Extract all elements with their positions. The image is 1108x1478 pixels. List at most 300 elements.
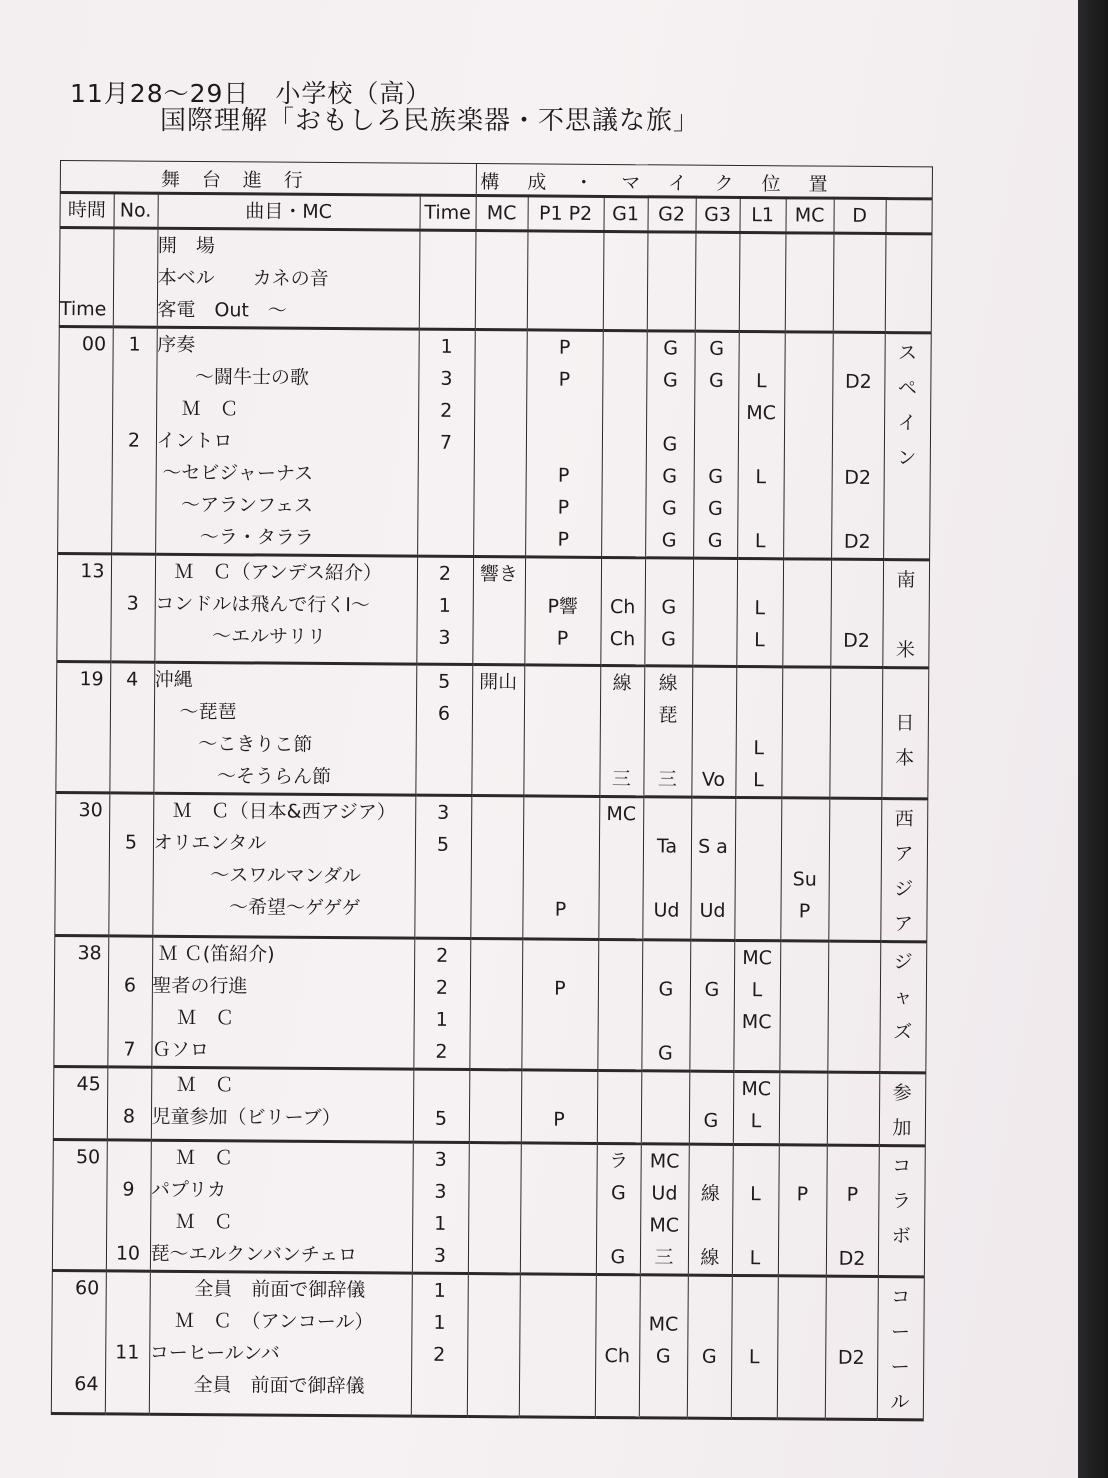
d-mic <box>832 430 883 462</box>
item-number: 5 <box>124 831 138 854</box>
mc-mic <box>470 1004 521 1036</box>
region-label-char <box>883 596 928 631</box>
l1-mic <box>737 668 782 700</box>
mc-mic <box>468 1339 519 1371</box>
p-mic <box>523 940 598 973</box>
p-mic <box>521 1208 596 1241</box>
g1-mic: G <box>610 1246 626 1269</box>
l1-mic: L <box>750 1110 762 1133</box>
g2-mic <box>642 1072 689 1104</box>
program-item: 全員 前面で御辞儀 <box>150 1277 366 1302</box>
program-item-cell <box>154 554 417 664</box>
g1-mic: MC <box>606 803 637 826</box>
region-label-char: ス <box>898 342 918 365</box>
g2-mic-cell <box>643 666 692 797</box>
item-number <box>111 619 154 651</box>
d-mic-cell <box>827 1072 880 1145</box>
region-label-char: ズ <box>893 1021 913 1044</box>
l1-mic <box>736 799 781 831</box>
region-cell <box>879 1073 926 1146</box>
mc2-mic <box>785 365 832 397</box>
region-cell <box>881 668 928 799</box>
l1-mic: L <box>751 979 763 1002</box>
schedule-block <box>53 1066 925 1145</box>
mc2-mic <box>784 525 831 557</box>
p-mic-cell <box>519 1274 596 1418</box>
g1-mic <box>599 941 642 973</box>
mc-mic-cell <box>468 1143 521 1274</box>
p-mic: P <box>558 336 571 359</box>
d-mic-cell <box>833 233 886 332</box>
g2-mic: Ud <box>653 899 680 922</box>
stage-plan-sheet <box>51 160 933 1421</box>
region-cell <box>885 234 932 333</box>
mc-mic-cell <box>472 557 525 665</box>
g2-mic <box>647 396 694 428</box>
g1-mic <box>604 265 647 297</box>
region-cell <box>880 799 927 942</box>
g3-mic: G <box>707 529 723 552</box>
item-number-cell <box>105 1271 150 1414</box>
mc-mic-cell <box>470 796 523 939</box>
d-mic <box>828 1007 879 1039</box>
column-header-label: MC <box>794 204 825 227</box>
duration: 3 <box>438 626 451 649</box>
g3-mic <box>690 1073 733 1105</box>
p-mic: P <box>557 464 570 487</box>
program-item: Ｍ Ｃ(笛紹介) <box>152 942 275 966</box>
column-header-5 <box>527 196 603 232</box>
time-marker: 50 <box>75 1146 101 1169</box>
g1-mic: Ch <box>610 596 636 619</box>
duration: 1 <box>440 335 453 358</box>
mc-mic <box>475 395 526 427</box>
l1-mic <box>731 1373 776 1405</box>
region-label-char: イ <box>897 412 917 435</box>
program-item-cell <box>157 228 420 329</box>
g3-mic <box>688 1277 731 1309</box>
g2-mic <box>639 1372 686 1404</box>
time-marker <box>58 587 111 619</box>
d-mic: D2 <box>843 629 870 652</box>
item-number <box>110 794 153 826</box>
time-marker <box>58 488 111 520</box>
g3-mic <box>696 266 739 298</box>
column-header-11 <box>833 198 885 233</box>
item-number-cell <box>107 936 152 1067</box>
column-header-label: G1 <box>612 203 640 226</box>
mc2-mic <box>778 1242 825 1274</box>
time-marker <box>57 727 110 759</box>
g2-mic: G <box>661 596 677 619</box>
program-item: パプリカ <box>150 1178 227 1202</box>
region-label-char: 西 <box>894 808 914 831</box>
time-marker <box>53 1173 106 1205</box>
region-label-char: ア <box>893 913 914 936</box>
mc-mic <box>468 1307 519 1339</box>
p-mic: P <box>558 368 571 391</box>
g2-mic: G <box>662 465 678 488</box>
time-marker <box>53 1205 106 1237</box>
p-mic-cell <box>522 796 599 940</box>
item-number: 1 <box>128 333 141 356</box>
duration: 3 <box>433 1244 447 1267</box>
mc-mic <box>471 829 522 861</box>
g1-mic <box>604 233 647 265</box>
d-mic: D2 <box>844 370 872 393</box>
time-marker: 13 <box>80 560 105 583</box>
g1-mic-cell <box>599 665 644 796</box>
time-marker-cell <box>55 792 110 935</box>
g2-mic-cell <box>639 1275 688 1418</box>
d-mic <box>829 864 880 896</box>
p-mic <box>524 730 599 763</box>
program-title: 国際理解「おもしろ民族楽器・不思議な旅」 <box>160 106 701 136</box>
item-number <box>113 392 156 424</box>
g1-mic <box>603 364 646 396</box>
l1-mic: L <box>756 370 767 393</box>
g3-mic: G <box>708 369 724 392</box>
time-marker <box>53 1237 106 1269</box>
program-item: ～エルサリリ <box>154 624 327 648</box>
g3-mic: Ud <box>699 899 726 922</box>
p-mic: P響 <box>547 595 579 618</box>
mc2-mic <box>778 1309 825 1341</box>
g2-mic: G <box>662 369 678 392</box>
p-mic: P <box>556 627 569 650</box>
time-marker <box>60 229 113 261</box>
column-header-12 <box>885 199 931 234</box>
duration: 2 <box>440 399 453 422</box>
schedule-block <box>52 1139 924 1276</box>
d-mic-cell <box>831 332 885 559</box>
mc2-mic <box>785 333 832 365</box>
schedule-block <box>54 935 926 1072</box>
p-mic <box>521 1144 596 1177</box>
g3-mic: G <box>709 337 725 360</box>
mc2-mic <box>781 831 828 863</box>
mc-mic <box>474 459 525 491</box>
program-item: 児童参加（ビリーブ） <box>151 1105 341 1130</box>
l1-mic <box>736 700 781 732</box>
duration: 3 <box>437 801 450 824</box>
g3-mic <box>692 700 735 732</box>
d-mic <box>827 1211 878 1243</box>
g1-mic: 線 <box>612 672 632 695</box>
p-mic <box>520 1240 595 1273</box>
g2-mic <box>647 297 694 329</box>
item-number <box>109 937 152 969</box>
mc-mic-cell <box>467 1274 520 1417</box>
g1-mic-cell <box>597 1070 642 1143</box>
mc2-mic <box>785 397 832 429</box>
d-mic <box>829 896 880 928</box>
g3-mic: G <box>701 1345 717 1368</box>
p-mic: P <box>557 528 570 551</box>
l1-mic: L <box>753 769 764 792</box>
d-mic: D2 <box>838 1247 866 1270</box>
time-marker-cell <box>52 1139 106 1270</box>
time-marker-cell <box>54 935 108 1066</box>
g2-mic: G <box>662 433 678 456</box>
mc2-mic <box>781 942 828 974</box>
g2-mic <box>645 559 692 591</box>
d-mic: P <box>846 1183 859 1206</box>
desk-edge <box>1078 0 1108 1478</box>
mc-mic <box>470 1036 521 1068</box>
time-marker <box>59 456 112 488</box>
region-label-char: コ <box>892 1155 912 1178</box>
program-item-cell <box>152 793 415 938</box>
d-mic <box>834 267 885 299</box>
time-marker: 30 <box>78 799 103 822</box>
g2-mic <box>648 233 695 265</box>
region-cell <box>878 1146 925 1277</box>
d-mic-cell <box>826 1145 879 1276</box>
mc-mic <box>474 523 525 555</box>
mc2-mic <box>782 732 829 764</box>
program-item: Ｍ Ｃ <box>151 1073 234 1097</box>
p-mic <box>523 861 598 894</box>
d-mic <box>833 398 884 430</box>
g2-mic: Ta <box>656 835 678 858</box>
duration-cell <box>411 1273 468 1416</box>
g3-mic <box>692 732 735 764</box>
program-item: イントロ <box>156 429 233 453</box>
mc2-mic <box>779 1146 826 1178</box>
program-item: Ｇソロ <box>151 1038 210 1062</box>
g1-mic <box>597 1209 640 1241</box>
program-item-cell <box>149 1271 412 1416</box>
p-mic-cell <box>525 330 603 558</box>
region-label-char: 南 <box>896 569 916 592</box>
duration: 2 <box>435 976 449 999</box>
duration: 2 <box>436 944 449 967</box>
d-mic: D2 <box>844 466 872 489</box>
l1-mic: MC <box>741 1011 772 1034</box>
region-label-char: ル <box>890 1391 910 1414</box>
l1-mic <box>740 234 785 266</box>
item-number: 4 <box>126 668 139 691</box>
program-item: Ｍ Ｃ （アンコール） <box>149 1309 374 1334</box>
d-mic <box>827 1106 878 1138</box>
column-header-3 <box>419 195 475 230</box>
g3-mic <box>691 863 734 895</box>
duration: 1 <box>438 594 451 617</box>
p-mic: P <box>554 977 566 1000</box>
program-item: ～こきりこ節 <box>154 732 313 756</box>
g3-mic-cell <box>693 331 739 558</box>
region-label-char: ペ <box>897 377 917 400</box>
region-label-char: ン <box>897 447 917 470</box>
l1-mic: L <box>748 1346 760 1369</box>
item-number <box>114 229 157 261</box>
g3-mic <box>690 1006 733 1038</box>
g2-mic <box>648 265 695 297</box>
mc-mic <box>473 622 524 654</box>
program-item-cell <box>155 327 419 556</box>
p-mic <box>523 829 598 862</box>
g2-mic: G <box>658 978 674 1001</box>
mc2-mic <box>777 1373 824 1405</box>
d-mic <box>830 701 881 733</box>
item-number <box>110 695 153 727</box>
item-number <box>110 727 153 759</box>
item-number <box>106 1272 149 1304</box>
g3-mic <box>695 397 738 429</box>
mc-mic <box>469 1144 520 1176</box>
mc-mic-cell <box>475 231 528 330</box>
program-item: ～琵琶 <box>154 700 237 724</box>
g1-mic <box>597 1104 640 1136</box>
region-cell <box>883 333 931 560</box>
region-cell <box>879 942 926 1073</box>
program-item: 沖縄 <box>154 668 193 691</box>
program-item: オリエンタル <box>153 831 267 855</box>
program-item-cell <box>150 1140 413 1273</box>
l1-mic <box>734 1038 779 1070</box>
program-item: ～セビジャーナス <box>156 461 314 485</box>
g1-mic <box>603 297 646 329</box>
d-mic <box>828 1074 879 1106</box>
d-mic-cell <box>830 559 883 667</box>
g3-mic <box>690 1038 733 1070</box>
mc2-mic: P <box>796 1183 809 1206</box>
item-number <box>113 360 156 392</box>
mc2-mic <box>782 799 829 831</box>
region-label-char: ラ <box>891 1190 911 1213</box>
g2-mic-cell <box>641 1071 690 1144</box>
mc2-mic <box>786 234 833 266</box>
l1-mic-cell <box>734 797 781 940</box>
item-number-cell <box>109 662 154 793</box>
p-mic-cell <box>521 1070 598 1144</box>
g2-mic: G <box>663 337 679 360</box>
time-marker <box>52 1304 105 1336</box>
mc-mic <box>467 1371 518 1403</box>
program-item: ～スワルマンダル <box>153 863 362 888</box>
g1-mic-cell <box>600 557 645 665</box>
mc-mic <box>470 1071 521 1103</box>
item-number-cell <box>106 1140 151 1271</box>
g3-mic-cell <box>691 666 736 797</box>
g1-mic: Ch <box>609 628 636 651</box>
g1-mic-cell <box>595 1274 640 1417</box>
mc2-mic-cell <box>780 798 829 941</box>
schedule-block <box>55 792 928 941</box>
mc-mic: 響き <box>479 563 519 586</box>
time-marker <box>56 826 109 858</box>
mc2-mic: Su <box>792 868 817 891</box>
p-mic <box>522 1036 597 1069</box>
g3-mic <box>692 799 735 831</box>
l1-mic <box>735 895 780 927</box>
g2-mic-cell <box>647 232 696 331</box>
item-number <box>107 1141 150 1173</box>
d-mic <box>830 800 881 832</box>
mc-mic <box>472 797 523 829</box>
time-marker <box>56 759 109 791</box>
duration: 5 <box>434 1107 448 1130</box>
column-header-label: 時間 <box>67 199 106 222</box>
region-cell <box>877 1277 924 1420</box>
d-mic <box>829 832 880 864</box>
d-mic-cell <box>828 798 881 941</box>
time-marker <box>52 1336 105 1368</box>
l1-mic-cell <box>731 1275 778 1418</box>
mc2-mic <box>783 592 830 624</box>
column-header-label: G3 <box>704 203 732 226</box>
time-marker: 38 <box>77 942 102 965</box>
d-mic <box>833 334 884 366</box>
item-number-cell <box>113 228 158 327</box>
g2-mic-cell <box>644 558 693 666</box>
item-number: 2 <box>127 429 141 452</box>
d-mic <box>833 299 884 331</box>
mc2-mic <box>779 1105 826 1137</box>
p-mic <box>525 666 600 699</box>
mc-mic-cell <box>471 665 524 796</box>
p-mic-cell <box>520 1143 597 1275</box>
mc-mic <box>475 363 526 395</box>
mc-mic: 開山 <box>479 671 518 694</box>
time-marker <box>54 1100 107 1132</box>
schedule-block <box>59 228 931 333</box>
duration: 1 <box>433 1279 446 1302</box>
l1-mic-cell <box>735 666 782 797</box>
mc-mic <box>471 861 522 893</box>
program-item: コーヒールンバ <box>149 1341 280 1365</box>
mic-position-header: 構成・マイク位置 <box>476 164 932 199</box>
p-mic <box>527 296 602 329</box>
mc2-mic <box>784 461 831 493</box>
g3-mic <box>696 234 739 266</box>
g1-mic <box>598 1072 641 1104</box>
region-label-char: ー <box>890 1321 911 1344</box>
duration: 5 <box>438 670 451 693</box>
g1-mic: ラ <box>609 1150 629 1173</box>
item-number: 9 <box>122 1178 135 1201</box>
column-header-7 <box>647 197 695 232</box>
g1-mic <box>602 460 645 492</box>
item-number <box>105 1368 148 1400</box>
g3-mic <box>693 592 736 624</box>
mc2-mic <box>779 1210 826 1242</box>
g1-mic <box>601 559 644 591</box>
mc2-mic <box>782 700 829 732</box>
mc-mic <box>472 730 523 762</box>
mc-mic <box>472 698 523 730</box>
p-mic <box>524 797 599 830</box>
p-mic-cell <box>523 665 600 797</box>
duration: 3 <box>434 1148 447 1171</box>
g1-mic <box>595 1372 638 1404</box>
mc2-mic <box>780 1006 827 1038</box>
mc-mic <box>475 296 526 328</box>
column-header-label: D <box>852 204 868 227</box>
program-item: 本ベル カネの音 <box>157 266 329 290</box>
g3-mic: G <box>708 465 724 488</box>
d-mic: D2 <box>837 1346 865 1369</box>
mc-mic <box>469 1208 520 1240</box>
l1-mic-cell <box>733 940 780 1071</box>
mc2-mic <box>778 1341 825 1373</box>
g3-mic-cell <box>695 232 740 331</box>
region-label-char: ジ <box>893 951 913 974</box>
column-header-label: L1 <box>751 204 775 227</box>
duration <box>416 730 471 762</box>
l1-mic-cell <box>739 232 786 331</box>
